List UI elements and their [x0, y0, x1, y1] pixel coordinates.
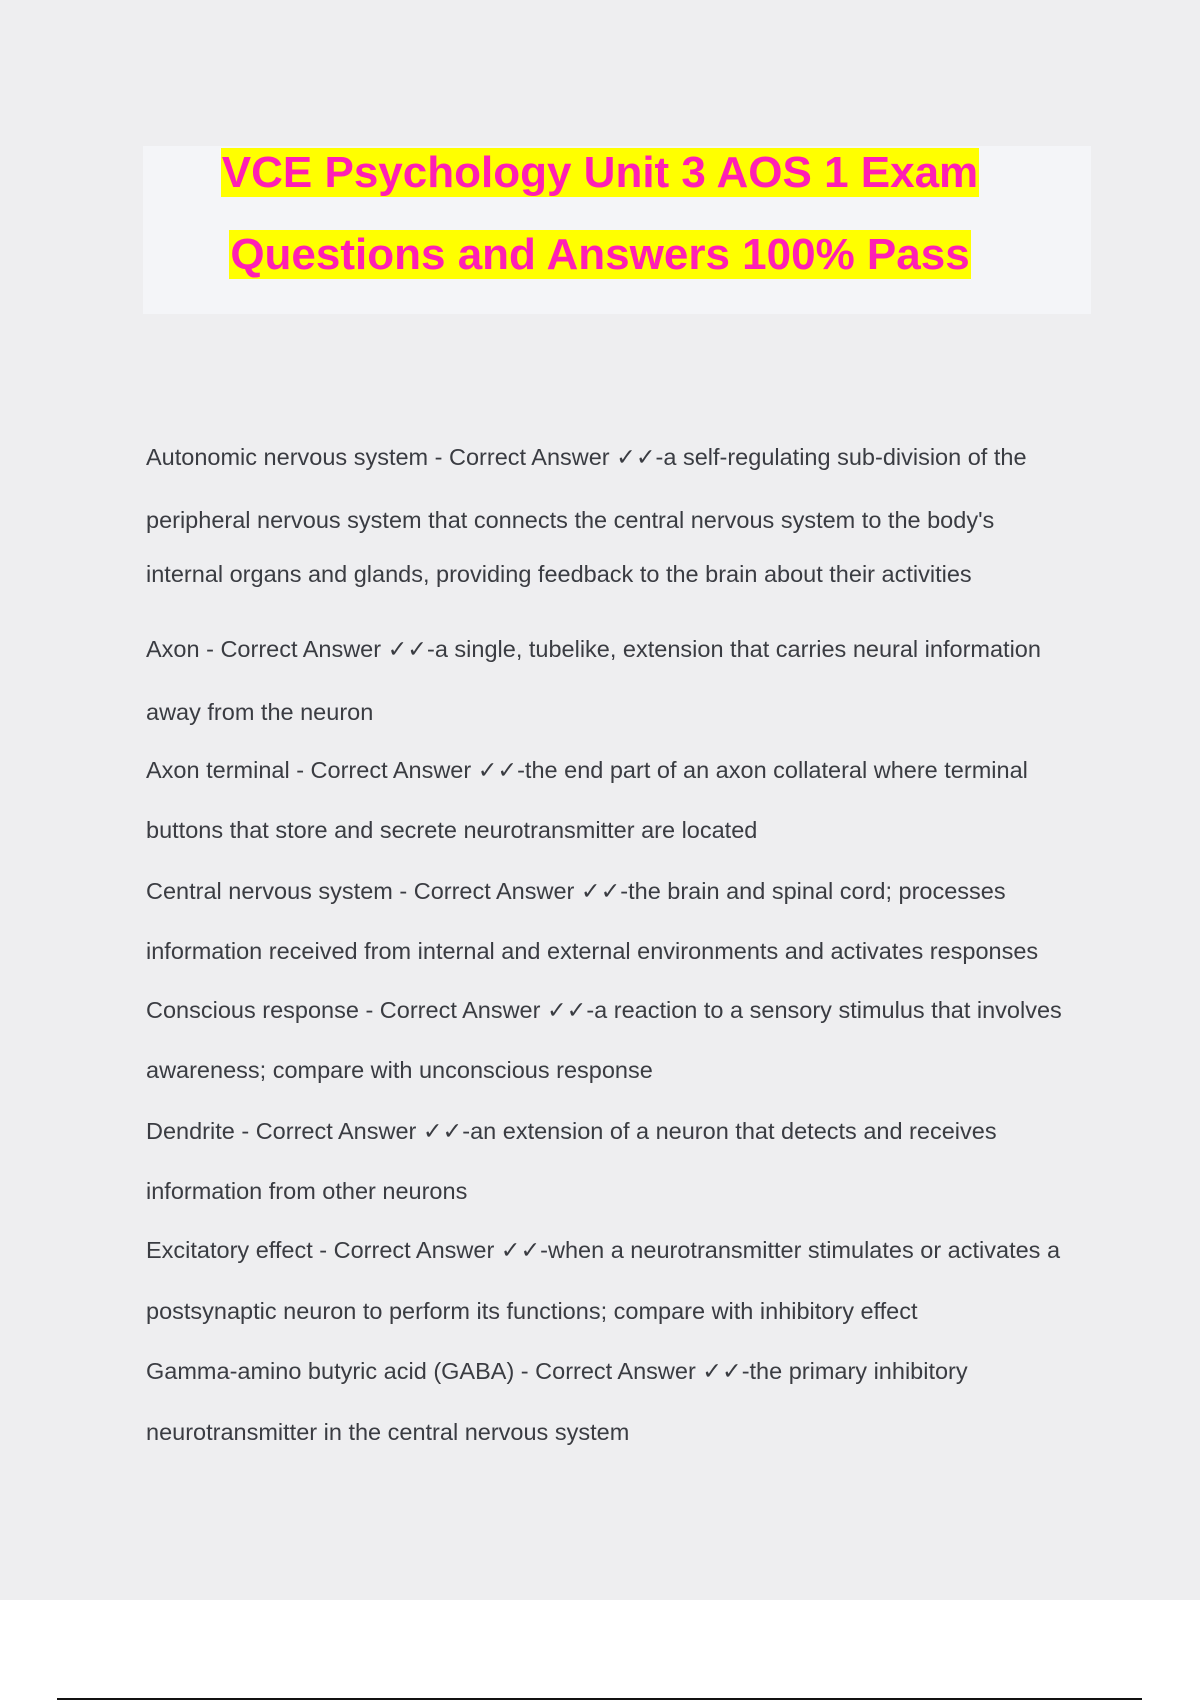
- text-line: peripheral nervous system that connects the central nervous system to the body's: [146, 507, 995, 533]
- text-line: internal organs and glands, providing feedback to the brain about their activities: [146, 561, 972, 587]
- text-line: Excitatory effect - Correct Answer ✓✓-when a neurotransmitter stimulates or activates a: [146, 1237, 1061, 1263]
- text-line: Conscious response - Correct Answer ✓✓-a reaction to a sensory stimulus that involves: [146, 997, 1062, 1023]
- title-highlight: Questions and Answers 100% Pass: [230, 230, 970, 279]
- text-line: information received from internal and external environments and activates responses: [146, 938, 1039, 964]
- text-line: neurotransmitter in the central nervous system: [146, 1419, 630, 1445]
- text-line: postsynaptic neuron to perform its functions; compare with inhibitory effect: [146, 1298, 918, 1324]
- document-title-line-2: [0, 227, 1200, 283]
- text-line: information from other neurons: [146, 1178, 468, 1204]
- text-line: Autonomic nervous system - Correct Answer ✓✓-a self-regulating sub-division of the: [146, 444, 1027, 470]
- text-line: awareness; compare with unconscious response: [146, 1057, 653, 1083]
- text-line: Axon terminal - Correct Answer ✓✓-the end part of an axon collateral where terminal: [146, 757, 1028, 783]
- title-highlight: VCE Psychology Unit 3 AOS 1 Exam: [221, 148, 979, 197]
- text-line: Dendrite - Correct Answer ✓✓-an extension of a neuron that detects and receives: [146, 1118, 997, 1144]
- document-title-line-1: [0, 145, 1200, 201]
- text-line: Central nervous system - Correct Answer ✓✓-the brain and spinal cord; processes: [146, 878, 1006, 904]
- text-line: buttons that store and secrete neurotransmitter are located: [146, 817, 758, 843]
- text-line: Axon - Correct Answer ✓✓-a single, tubelike, extension that carries neural information: [146, 636, 1041, 662]
- text-line: Gamma-amino butyric acid (GABA) - Correct Answer ✓✓-the primary inhibitory: [146, 1358, 968, 1384]
- text-line: away from the neuron: [146, 699, 374, 725]
